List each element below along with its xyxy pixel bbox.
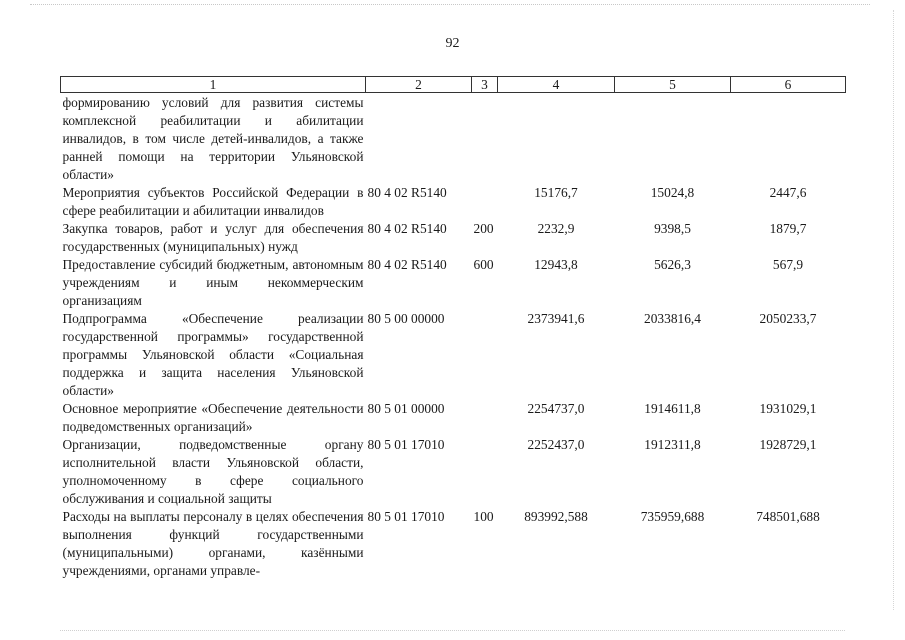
row-expense-type: 600 xyxy=(473,257,494,272)
scan-edge-bottom xyxy=(60,630,845,631)
row-code: 80 5 00 00000 xyxy=(367,311,445,326)
table-row xyxy=(61,436,846,508)
row-value-4: 2373941,6 xyxy=(527,311,585,326)
row-expense-type: 200 xyxy=(473,221,494,236)
table-row xyxy=(61,310,846,400)
column-header-6: 6 xyxy=(731,77,846,93)
row-expense-type xyxy=(472,94,498,184)
column-header-4: 4 xyxy=(498,77,615,93)
row-value-4 xyxy=(498,94,615,184)
row-value-4: 15176,7 xyxy=(534,185,578,200)
row-expense-type: 100 xyxy=(473,509,494,524)
row-expense-type xyxy=(472,400,498,436)
table-header xyxy=(61,77,846,93)
row-name: Организации, подведомственные органу исполнительной власти Ульяновской области, уполномоченному в сфере социального обслуживания и социальной защиты xyxy=(62,437,364,506)
row-value-5: 9398,5 xyxy=(654,221,691,236)
table-row xyxy=(61,400,846,436)
row-value-5: 5626,3 xyxy=(654,257,691,272)
row-code: 80 4 02 R5140 xyxy=(367,185,447,200)
row-value-5: 735959,688 xyxy=(640,509,705,524)
table-row xyxy=(61,94,846,184)
row-value-4: 2232,9 xyxy=(537,221,575,236)
table-row xyxy=(61,220,846,256)
header-row xyxy=(61,77,846,93)
row-expense-type xyxy=(472,184,498,220)
row-code: 80 5 01 17010 xyxy=(367,437,445,452)
row-name: Закупка товаров, работ и услуг для обеспечения государственных (муниципальных) нужд xyxy=(62,221,364,254)
table-row xyxy=(61,508,846,580)
row-value-6: 748501,688 xyxy=(756,509,820,524)
column-header-5: 5 xyxy=(615,77,731,93)
scan-edge-top xyxy=(30,4,870,5)
row-name: Расходы на выплаты персоналу в целях обеспечения выполнения функций государственными (муниципальными) органами, казёнными учреждениями, органами управле- xyxy=(62,509,364,578)
budget-table xyxy=(60,76,846,580)
row-value-6: 2050233,7 xyxy=(759,311,817,326)
row-value-6: 2447,6 xyxy=(769,185,807,200)
column-header-3: 3 xyxy=(472,77,498,93)
row-code: 80 4 02 R5140 xyxy=(367,257,447,272)
column-header-2: 2 xyxy=(366,77,472,93)
page-number: 92 xyxy=(445,36,460,51)
row-value-5 xyxy=(615,94,731,184)
table-body xyxy=(61,93,846,581)
column-header-1: 1 xyxy=(61,77,366,93)
row-name: Мероприятия субъектов Российской Федерации в сфере реабилитации и абилитации инвалидов xyxy=(62,185,364,218)
row-value-5: 1914611,8 xyxy=(644,401,701,416)
row-code: 80 5 01 00000 xyxy=(367,401,445,416)
row-value-6: 1931029,1 xyxy=(759,401,817,416)
row-name: Основное мероприятие «Обеспечение деятельности подведомственных организаций» xyxy=(62,401,364,434)
row-expense-type xyxy=(472,436,498,508)
row-value-6: 1928729,1 xyxy=(759,437,817,452)
row-code xyxy=(366,94,472,184)
row-value-4: 2254737,0 xyxy=(527,401,585,416)
row-value-5: 1912311,8 xyxy=(644,437,701,452)
row-name: формированию условий для развития системы комплексной реабилитации и абилитации инвалидов, в том числе детей-инвалидов, а также ранней помощи на территории Ульяновской области» xyxy=(62,95,364,182)
row-value-5: 15024,8 xyxy=(650,185,695,200)
row-expense-type xyxy=(472,310,498,400)
row-value-4: 2252437,0 xyxy=(527,437,585,452)
row-value-6: 567,9 xyxy=(772,257,804,272)
table-row xyxy=(61,184,846,220)
row-value-6: 1879,7 xyxy=(769,221,807,236)
table-row xyxy=(61,256,846,310)
row-value-5: 2033816,4 xyxy=(644,311,701,326)
row-value-4: 12943,8 xyxy=(534,257,578,272)
row-value-4: 893992,588 xyxy=(524,509,588,524)
row-code: 80 4 02 R5140 xyxy=(367,221,447,236)
row-code: 80 5 01 17010 xyxy=(367,509,445,524)
row-name: Подпрограмма «Обеспечение реализации государственной программы» государственной программы Ульяновской области «Социальная поддержка и защита населения Ульяновской области» xyxy=(62,311,364,398)
row-value-6 xyxy=(731,94,846,184)
scan-edge-right xyxy=(893,10,894,610)
row-name: Предоставление субсидий бюджетным, автономным учреждениям и иным некоммерческим организациям xyxy=(62,257,364,308)
